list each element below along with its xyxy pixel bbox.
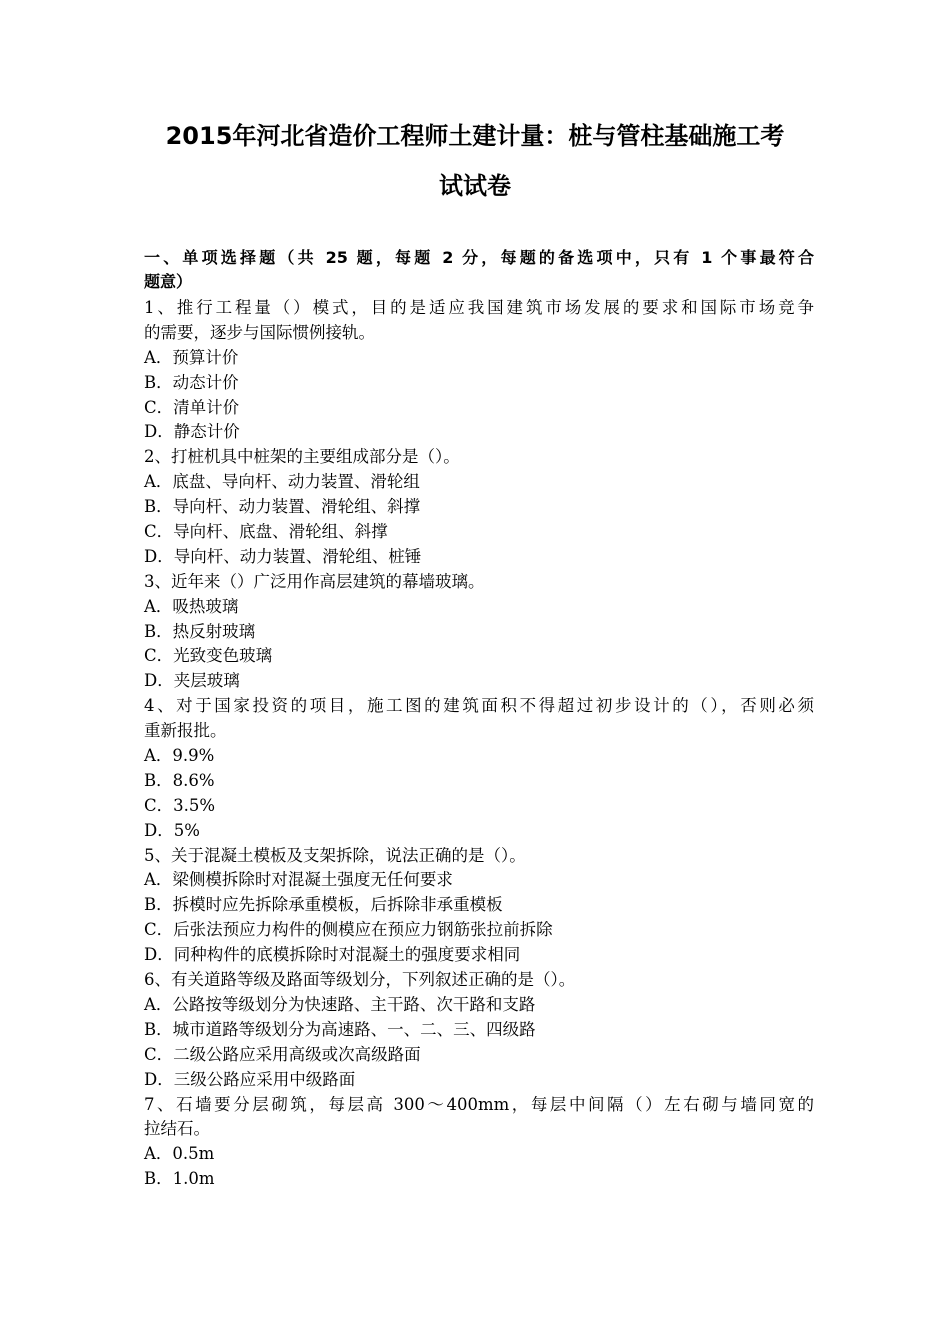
- text-line: A．梁侧模拆除时对混凝土强度无任何要求: [144, 870, 453, 890]
- text-line: B．拆模时应先拆除承重模板，后拆除非承重模板: [144, 895, 503, 915]
- text-line: A．公路按等级划分为快速路、主干路、次干路和支路: [144, 994, 536, 1014]
- text-line: 5、关于混凝土模板及支架拆除，说法正确的是（）。: [144, 845, 526, 865]
- text-line: C．导向杆、底盘、滑轮组、斜撑: [144, 522, 388, 542]
- text-line: 7、石墙要分层砌筑，每层高 300～400mm，每层中间隔（）左右砌与墙同宽的: [144, 1094, 814, 1114]
- text-line: C．二级公路应采用高级或次高级路面: [144, 1044, 421, 1064]
- text-line: D．三级公路应采用中级路面: [144, 1069, 356, 1089]
- section-heading-line-2: 题意）: [144, 272, 193, 291]
- text-line: C．清单计价: [144, 397, 240, 417]
- text-line: D．夹层玻璃: [144, 671, 240, 691]
- text-line: A．预算计价: [144, 347, 239, 367]
- text-line: B．1.0m: [144, 1169, 215, 1189]
- text-line: B．城市道路等级划分为高速路、一、二、三、四级路: [144, 1019, 536, 1039]
- text-line: B．8.6%: [144, 770, 215, 790]
- text-line: D．静态计价: [144, 422, 240, 442]
- text-line: 1、推行工程量（）模式，目的是适应我国建筑市场发展的要求和国际市场竞争: [144, 298, 814, 317]
- text-line: B．导向杆、动力装置、滑轮组、斜撑: [144, 497, 421, 517]
- text-line: A．吸热玻璃: [144, 596, 239, 616]
- text-line: A．9.9%: [144, 746, 215, 766]
- text-line: A．底盘、导向杆、动力装置、滑轮组: [144, 472, 420, 492]
- text-line: D．同种构件的底模拆除时对混凝土的强度要求相同: [144, 945, 521, 965]
- document-title-line-2: 试试卷: [439, 172, 511, 200]
- text-line: B．动态计价: [144, 372, 239, 392]
- text-line: 重新报批。: [144, 721, 227, 741]
- text-line: C．光致变色玻璃: [144, 646, 273, 666]
- document-title-line-1: 2015年河北省造价工程师土建计量：桩与管柱基础施工考: [165, 122, 785, 150]
- text-line: A．0.5m: [144, 1144, 215, 1164]
- text-line: 3、近年来（）广泛用作高层建筑的幕墙玻璃。: [144, 571, 485, 591]
- text-line: D．导向杆、动力装置、滑轮组、桩锤: [144, 546, 422, 566]
- text-line: 4、对于国家投资的项目，施工图的建筑面积不得超过初步设计的（），否则必须: [144, 696, 814, 716]
- text-line: C．3.5%: [144, 795, 216, 815]
- text-line: C．后张法预应力构件的侧模应在预应力钢筋张拉前拆除: [144, 920, 553, 940]
- section-heading-line-1: 一、单项选择题（共 25 题，每题 2 分，每题的备选项中，只有 1 个事最符合: [144, 248, 814, 267]
- text-line: 的需要，逐步与国际惯例接轨。: [144, 322, 375, 342]
- section-heading: [144, 246, 814, 294]
- text-line: 拉结石。: [144, 1119, 210, 1139]
- text-line: 6、有关道路等级及路面等级划分，下列叙述正确的是（）。: [144, 970, 576, 990]
- question-list: [144, 296, 814, 1192]
- text-line: D．5%: [144, 820, 200, 840]
- text-line: B．热反射玻璃: [144, 621, 256, 641]
- text-line: 2、打桩机具中桩架的主要组成部分是（）。: [144, 447, 460, 467]
